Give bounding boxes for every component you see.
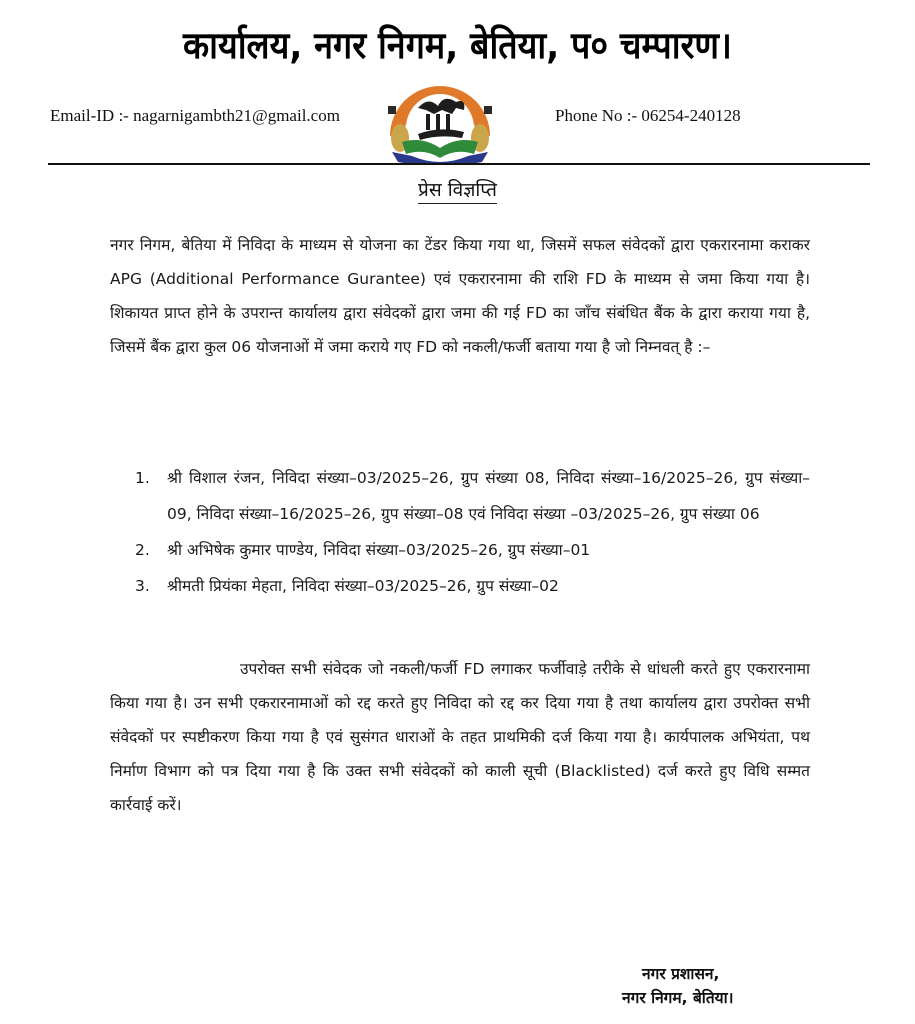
signature-block [622, 962, 734, 1010]
list-item [135, 532, 810, 568]
action-paragraph: उपरोक्त सभी संवेदक जो नकली/फर्जी FD लगाकर फर्जीवाड़े तरीके से धांधली करते हुए एकरारनामा किया गया है। उन सभी एकरारनामाओं को रद्द करते हुए निविदा को रद्द कर दिया गया है तथा कार्यालय द्वारा उपरोक्त सभी संवेदकों पर स्पष्टीकरण किया गया है एवं सुसंगत धाराओं के तहत प्राथमिकी दर्ज किया गया है। कार्यपालक अभियंता, पथ निर्माण विभाग को पत्र दिया गया है कि उक्त सभी संवेदकों को काली सूची (Blacklisted) दर्ज करते हुए विधि सम्मत कार्रवाई करें। [110, 660, 810, 814]
phone-number: Phone No :- 06254-240128 [555, 106, 741, 125]
list-item-text: श्री विशाल रंजन, निविदा संख्या–03/2025–26, ग्रुप संख्या 08, निविदा संख्या–16/2025–26, ग्रुप संख्या–09, निविदा संख्या–16/2025–26, ग्रुप संख्या–08 एवं निविदा संख्या –03/2025–26, ग्रुप संख्या 06 [167, 469, 810, 523]
list-item-text: श्री अभिषेक कुमार पाण्डेय, निविदा संख्या–03/2025–26, ग्रुप संख्या–01 [167, 541, 591, 559]
contractor-list [135, 460, 810, 604]
header-divider [48, 163, 870, 165]
press-release-heading-text: प्रेस विज्ञप्ति [418, 179, 497, 204]
municipal-emblem-logo [382, 78, 498, 164]
signature-line-2: नगर निगम, बेतिया। [622, 989, 734, 1007]
list-item-number: 1. [135, 469, 150, 487]
signature-line-1: नगर प्रशासन, [642, 965, 720, 983]
list-item [135, 568, 810, 604]
intro-paragraph: नगर निगम, बेतिया में निविदा के माध्यम से योजना का टेंडर किया गया था, जिसमें सफल संवेदकों द्वारा एकरारनामा कराकर APG (Additional Performance Gurantee) एवं एकरारनामा की राशि FD के माध्यम से जमा किया गया है। शिकायत प्राप्त होने के उपरान्त कार्यालय द्वारा संवेदकों द्वारा जमा की गई FD का जाँच संबंधित बैंक के द्वारा कराया गया है, जिसमें बैंक द्वारा कुल 06 योजनाओं में जमा कराये गए FD को नकली/फर्जी बताया गया है जो निम्नवत् है :– [110, 236, 810, 356]
email-id: Email-ID :- nagarnigambth21@gmail.com [50, 106, 340, 125]
office-title: कार्यालय, नगर निगम, बेतिया, प० चम्पारण। [183, 24, 732, 67]
list-item-number: 3. [135, 577, 150, 595]
list-item-text: श्रीमती प्रियंका मेहता, निविदा संख्या–03/2025–26, ग्रुप संख्या–02 [167, 577, 559, 595]
list-item [135, 460, 810, 532]
press-release-heading [0, 176, 915, 202]
list-item-number: 2. [135, 541, 150, 559]
